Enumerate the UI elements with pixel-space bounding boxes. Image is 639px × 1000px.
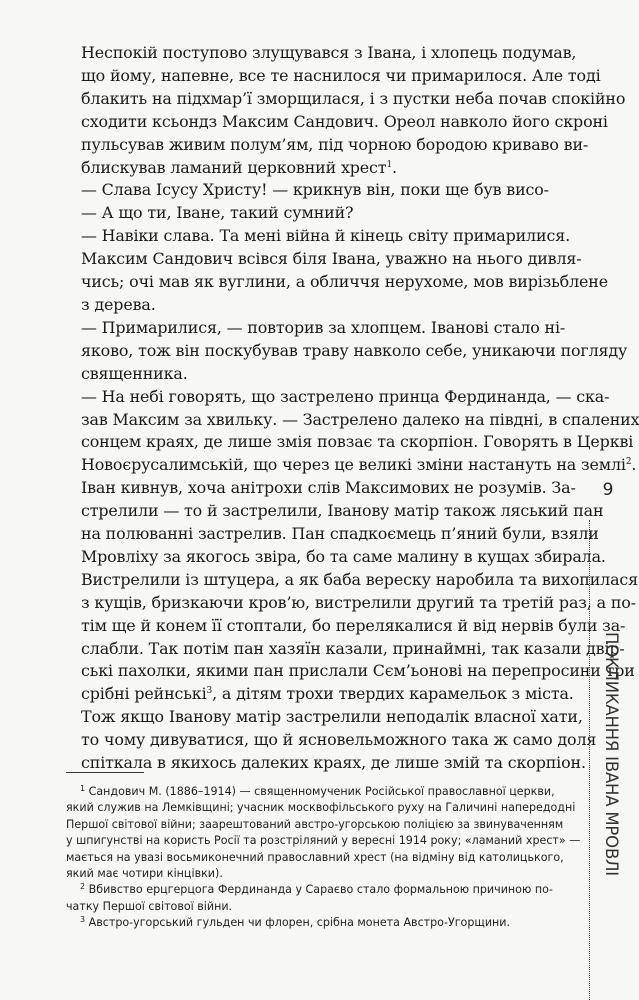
paragraph — [64, 317, 628, 386]
text-line — [64, 454, 637, 477]
footnote-line: чатку Першої світової війни. — [66, 899, 233, 913]
footnotes — [66, 784, 581, 932]
text-line: на полюванні застрелив. Пан спадкоємець п’яний були, взяли — [81, 524, 599, 544]
text-line: священника. — [81, 363, 188, 383]
text-line: Іван кивнув, хоча анітрохи слів Максимових не розумів. За- — [81, 478, 576, 498]
footnote-line: який служив на Лемківщині; учасник москвофільського руху на Галичині напередодні — [66, 801, 576, 815]
footnote-line: у шпигунстві на користь Росії та розстріляний у вересні 1914 року; «ламаний хрест» — — [66, 834, 581, 848]
text-line-end: срібні рейнські — [81, 684, 207, 704]
text-line: — Слава Ісусу Христу! — крикнув він, поки ще був висо- — [81, 180, 549, 200]
footnote-text: Сандович М. (1886–1914) — священномученик Російської православної церкви, — [88, 785, 555, 798]
footnote — [66, 915, 552, 931]
footnote-number: 3 — [80, 915, 86, 925]
footnote-number: 1 — [80, 784, 86, 793]
text-line: зав Максим за хвильку. — Застрелено далеко на півдні, в спалених — [81, 409, 639, 429]
footnote-number: 2 — [80, 882, 86, 892]
text-line: блакить на підхмар’ї зморщилася, і з пустки неба почав спокійно — [81, 88, 626, 108]
paragraph — [64, 225, 570, 248]
text-line-end: Новоєрусалимській, що через це великі зміни настануть на землі — [81, 455, 626, 475]
text-line: тім ще й конем її стоптали, бо перелякалися й від нервів були за- — [81, 615, 626, 635]
text-line: спіткала в якихось далеких краях, де лише змій та скорпіон. — [81, 753, 586, 773]
text-line: — Примарилися, — повторив за хлопцем. Іванові стало ні- — [81, 317, 566, 337]
footnote — [66, 784, 581, 882]
text-line: Неспокій поступово злущувався з Івана, і хлопець подумав, — [81, 43, 577, 62]
text-line: сонцем краях, де лише змія повзає та скорпіон. Говорять в Церкві — [81, 432, 634, 452]
footnote-line — [66, 882, 552, 898]
paragraph — [64, 386, 639, 478]
footnote-text: Вбивство ерцгерцога Фердинанда у Сараєво стало формальною причиною по- — [88, 883, 553, 897]
text-line-tail: . — [392, 157, 397, 177]
text-line: з дерева. — [81, 294, 156, 314]
running-title: ПОКЛИКАННЯ ІВАНА МРОВЛІ — [602, 632, 621, 876]
text-line: що йому, напевне, все те наснилося чи примарилося. Але тоді — [81, 65, 601, 85]
text-line: — А що ти, Іване, такий сумний? — [81, 203, 354, 223]
footnote-marker[interactable]: 2 — [625, 457, 632, 468]
text-line: — На небі говорять, що застрелено принца Фердинанда, — ска- — [81, 386, 610, 406]
text-line: чись; очі мав як вуглини, а обличчя нерухоме, мов вирізьблене — [81, 272, 608, 292]
footnote-line: мається на увазі восьмиконечний православний хрест (на відміну від католицького, — [66, 850, 564, 864]
text-line — [64, 683, 574, 706]
text-line: то чому дивуватися, що й ясновельможного така ж само доля — [81, 730, 597, 750]
page-number: 9 — [602, 480, 614, 500]
text-line: пульсував живим полум’ям, під чорною бородою криваво ви- — [81, 134, 589, 154]
paragraph — [64, 179, 553, 202]
text-line: — Навіки слава. Та мені війна й кінець світу примарилися. — [81, 226, 570, 246]
footnote-marker[interactable]: 1 — [386, 159, 393, 170]
text-line: Максим Сандович всівся біля Івана, уважно на нього дивля- — [81, 249, 582, 269]
text-line: ські пахолки, якими пан прислали Сєм’ьонові на перепросини три — [81, 661, 635, 681]
text-line: Вистрелили із штуцера, а як баба вереску наробила та вихопилася — [81, 569, 639, 589]
footnote-separator — [66, 772, 144, 773]
footnote-text: Австро-угорський гульден чи флорен, срібна монета Австро-Угорщини. — [88, 916, 511, 930]
text-line — [64, 157, 553, 180]
paragraph — [64, 248, 608, 317]
footnote-line: Першої світової війни; заарештований австро-угорською поліцією за звинуваченням — [66, 817, 564, 831]
text-line: Мровліху за якогось звіра, бо та саме малину в кущах збирала. — [81, 546, 606, 566]
paragraph — [64, 706, 597, 775]
paragraph — [64, 42, 626, 179]
text-line: з кущів, бризкаючи кров’ю, вистрелили другий та третій раз, а по- — [81, 592, 636, 612]
paragraph — [64, 202, 553, 225]
text-line: Тож якщо Іванову матір застрелили неподалік власної хати, — [81, 707, 583, 727]
footnote-marker[interactable]: 3 — [206, 686, 213, 697]
text-line-tail: . — [631, 455, 637, 475]
text-line: яково, тож він поскубував траву навколо себе, уникаючи погляду — [81, 340, 628, 360]
paragraph — [64, 477, 639, 706]
footnote-line — [66, 784, 555, 800]
text-line: слабли. Так потім пан хазяїн казали, принаймні, так казали двір- — [81, 638, 625, 658]
text-line-tail: , а дітям трохи твердих карамельок з міста. — [212, 684, 574, 704]
text-line-end: блискував ламаний церковний хрест — [81, 157, 387, 177]
footnote-line — [66, 915, 552, 931]
footnote-line: який має чотири кінцівки). — [66, 867, 223, 881]
text-line: сходити ксьондз Максим Сандович. Ореол навколо його скроні — [81, 111, 608, 131]
footnote — [66, 882, 552, 915]
text-line: стрелили — то й застрелили, Івановy матір також ляський пан — [81, 501, 604, 521]
